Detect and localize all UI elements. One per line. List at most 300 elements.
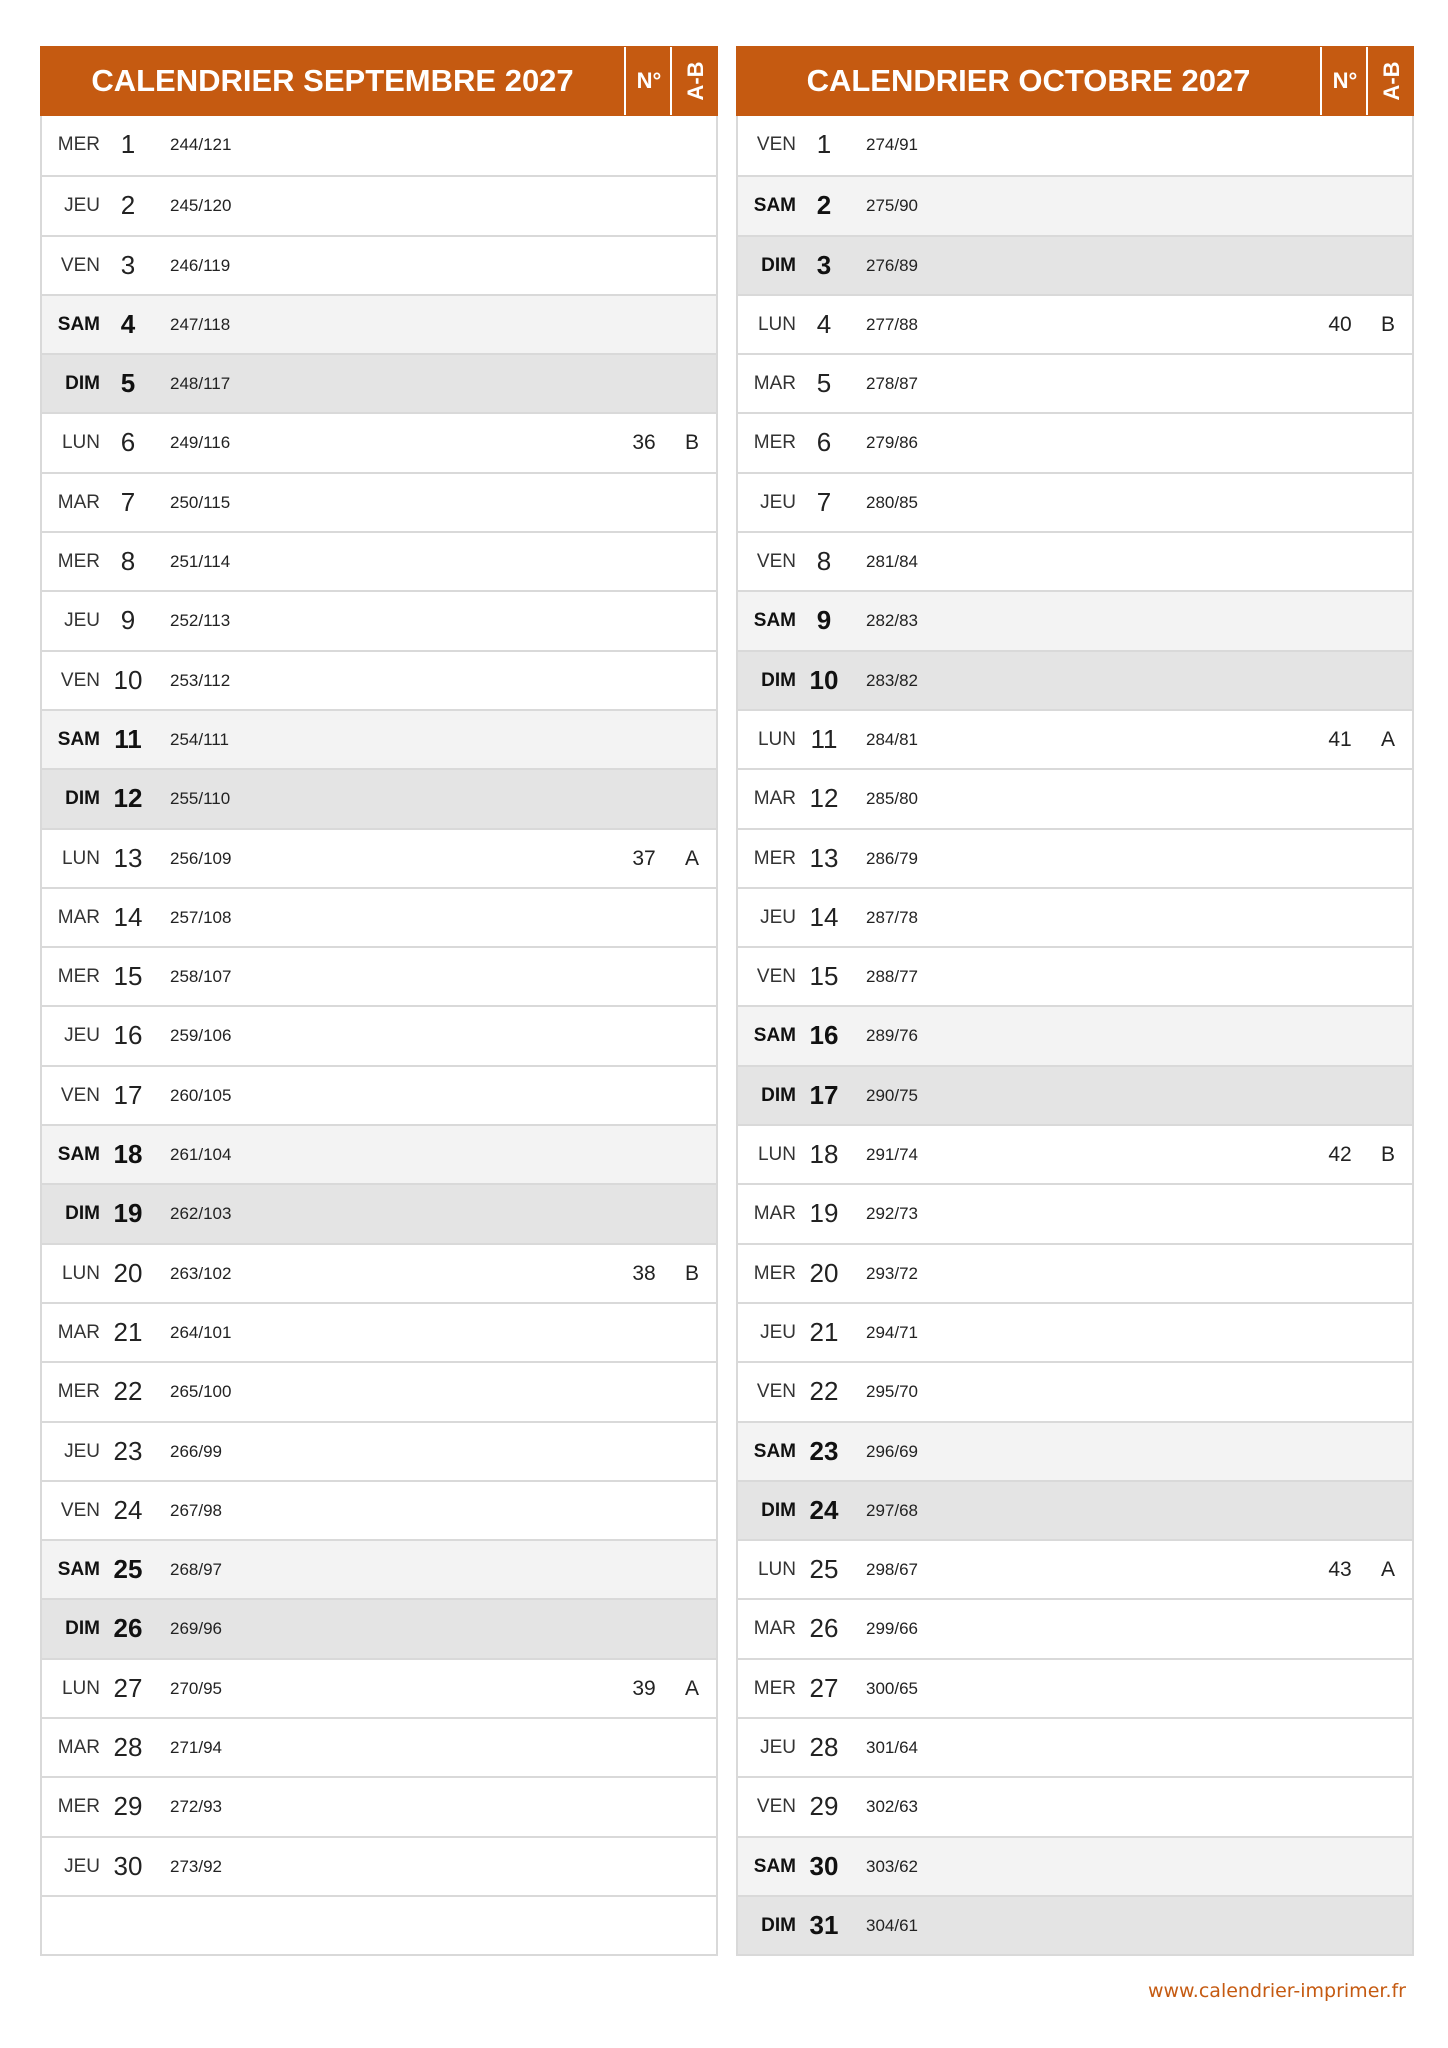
day-of-year: 257/108 — [170, 907, 232, 927]
day-number: 23 — [809, 1435, 839, 1466]
day-row — [738, 1361, 1412, 1420]
week-number — [1318, 533, 1362, 590]
day-of-year: 259/106 — [170, 1026, 232, 1046]
day-number: 5 — [816, 368, 832, 399]
day-of-week: JEU — [760, 1737, 796, 1759]
day-row — [738, 1065, 1412, 1124]
day-of-week: LUN — [61, 1262, 100, 1284]
week-number — [622, 1185, 666, 1242]
day-number: 21 — [113, 1316, 143, 1347]
day-of-week: MAR — [753, 1203, 796, 1225]
week-number: 43 — [1328, 1558, 1352, 1582]
week-ab — [668, 533, 716, 590]
day-row — [42, 235, 716, 294]
day-row — [738, 294, 1412, 353]
week-ab-column-header — [1366, 47, 1415, 115]
day-of-year: 283/82 — [866, 670, 918, 690]
day-of-year: 250/115 — [170, 492, 231, 512]
week-number — [1318, 177, 1362, 234]
day-number: 7 — [120, 486, 136, 517]
day-of-week: VEN — [756, 134, 796, 155]
day-of-week: DIM — [761, 254, 796, 276]
day-of-week: LUN — [757, 313, 796, 335]
day-of-week: MER — [57, 551, 100, 573]
day-row — [42, 709, 716, 768]
week-number — [622, 1719, 666, 1776]
week-ab — [1364, 177, 1412, 234]
day-number: 6 — [816, 427, 832, 458]
week-number — [1318, 1838, 1362, 1895]
day-number: 12 — [809, 783, 839, 814]
week-ab — [668, 948, 716, 1005]
day-of-year: 294/71 — [866, 1322, 918, 1342]
day-of-year: 281/84 — [866, 552, 918, 572]
week-ab — [668, 1778, 716, 1835]
day-of-week: MER — [57, 1381, 100, 1403]
week-ab — [668, 1600, 716, 1657]
day-of-year: 278/87 — [866, 374, 918, 394]
day-row — [738, 531, 1412, 590]
week-number — [622, 1600, 666, 1657]
day-of-year: 304/61 — [866, 1915, 918, 1935]
day-number: 25 — [113, 1554, 143, 1585]
week-number: 42 — [1328, 1143, 1352, 1167]
day-of-week: DIM — [65, 1203, 100, 1225]
day-row — [738, 1005, 1412, 1064]
month-title: CALENDRIER SEPTEMBRE 2027 — [91, 63, 574, 98]
day-row — [42, 828, 716, 887]
week-ab — [668, 770, 716, 827]
day-of-year: 298/67 — [866, 1560, 918, 1580]
week-ab — [1364, 1423, 1412, 1480]
week-number — [622, 533, 666, 590]
day-of-year: 253/112 — [170, 670, 231, 690]
week-number — [1318, 1185, 1362, 1242]
day-row — [738, 1717, 1412, 1776]
day-number: 25 — [809, 1554, 839, 1585]
day-number: 19 — [809, 1198, 839, 1229]
day-of-year: 275/90 — [866, 196, 918, 216]
week-ab — [668, 592, 716, 649]
day-of-year: 246/119 — [170, 255, 231, 275]
day-of-year: 256/109 — [170, 848, 232, 868]
week-ab: A — [1380, 1558, 1395, 1582]
week-ab: B — [1380, 1143, 1395, 1167]
week-ab — [1364, 237, 1412, 294]
day-row — [42, 1776, 716, 1835]
day-row — [42, 650, 716, 709]
week-ab — [1364, 889, 1412, 946]
week-number — [622, 592, 666, 649]
week-ab — [1364, 1067, 1412, 1124]
day-of-week: MAR — [57, 906, 100, 928]
week-ab — [1364, 1778, 1412, 1835]
week-ab — [1364, 533, 1412, 590]
week-ab — [1364, 1304, 1412, 1361]
day-number: 29 — [809, 1791, 839, 1822]
day-number: 12 — [113, 783, 143, 814]
week-number — [1318, 237, 1362, 294]
week-number — [622, 1363, 666, 1420]
week-number — [622, 1778, 666, 1835]
month-table-september — [40, 46, 718, 1956]
day-of-year: 274/91 — [866, 135, 918, 154]
day-of-year: 280/85 — [866, 492, 918, 512]
day-of-week: VEN — [60, 254, 100, 276]
week-ab — [1364, 592, 1412, 649]
day-number: 27 — [809, 1672, 839, 1703]
day-number: 11 — [114, 723, 142, 754]
week-number — [1318, 1660, 1362, 1717]
day-of-year: 272/93 — [170, 1797, 222, 1817]
week-number — [622, 1838, 666, 1895]
day-of-week — [42, 1897, 100, 1954]
day-row — [738, 1895, 1412, 1954]
week-number — [1318, 1778, 1362, 1835]
day-row — [42, 946, 716, 1005]
day-of-week: DIM — [761, 669, 796, 691]
week-ab — [668, 1007, 716, 1064]
day-of-week: SAM — [57, 313, 100, 335]
week-number — [1318, 116, 1362, 173]
day-of-year: 255/110 — [170, 789, 231, 809]
day-of-year: 262/103 — [170, 1204, 232, 1224]
week-number — [1318, 1363, 1362, 1420]
day-row — [42, 1658, 716, 1717]
day-row — [738, 1183, 1412, 1242]
footer-website-link[interactable]: www.calendrier-imprimer.fr — [1147, 1980, 1406, 2002]
day-of-year: 244/121 — [170, 135, 232, 154]
week-ab — [1364, 1363, 1412, 1420]
week-number — [622, 1007, 666, 1064]
day-row — [42, 294, 716, 353]
day-of-week: MAR — [57, 491, 100, 513]
day-row — [42, 1124, 716, 1183]
week-number — [622, 889, 666, 946]
day-row — [42, 1005, 716, 1064]
week-number — [622, 1541, 666, 1598]
day-of-year: 302/63 — [866, 1797, 918, 1817]
day-of-year: 303/62 — [866, 1856, 918, 1876]
week-ab: A — [684, 846, 699, 870]
week-number — [1318, 889, 1362, 946]
day-row — [738, 590, 1412, 649]
day-of-year: 264/101 — [170, 1322, 232, 1342]
day-of-year: 252/113 — [170, 611, 231, 631]
week-number-column-header: N° — [1320, 47, 1368, 115]
day-row — [42, 472, 716, 531]
week-number — [1318, 1897, 1362, 1954]
week-ab — [1364, 355, 1412, 412]
day-of-week: VEN — [756, 1381, 796, 1403]
day-number: 5 — [120, 368, 136, 399]
week-number — [622, 1482, 666, 1539]
day-number: 11 — [810, 723, 838, 754]
month-table-october — [736, 46, 1414, 1956]
week-number — [1318, 1423, 1362, 1480]
week-ab — [1364, 1185, 1412, 1242]
week-ab: A — [1380, 727, 1395, 751]
day-row — [42, 768, 716, 827]
week-ab: B — [684, 431, 699, 455]
day-of-week: SAM — [753, 1855, 796, 1877]
day-number: 20 — [809, 1257, 839, 1288]
week-ab — [1364, 1660, 1412, 1717]
day-of-year: 268/97 — [170, 1560, 222, 1580]
day-of-year: 293/72 — [866, 1263, 918, 1283]
week-number — [622, 237, 666, 294]
day-number: 9 — [120, 605, 136, 636]
week-ab — [668, 1482, 716, 1539]
day-number: 28 — [113, 1732, 143, 1763]
day-number: 26 — [809, 1613, 839, 1644]
day-row — [42, 1598, 716, 1657]
day-of-week: VEN — [756, 1796, 796, 1818]
week-number — [1318, 414, 1362, 471]
day-number: 19 — [113, 1198, 143, 1229]
day-of-year: 249/116 — [170, 433, 231, 453]
day-of-week: SAM — [57, 1559, 100, 1581]
week-ab — [668, 652, 716, 709]
week-number: 39 — [632, 1676, 656, 1700]
day-row — [42, 1895, 716, 1954]
day-number: 21 — [809, 1316, 839, 1347]
day-of-week: MER — [57, 1796, 100, 1818]
day-number: 3 — [816, 249, 832, 280]
day-of-week: MER — [753, 1677, 796, 1699]
day-of-week: JEU — [64, 1855, 100, 1877]
week-ab — [668, 355, 716, 412]
day-of-week: LUN — [61, 847, 100, 869]
day-of-week: SAM — [753, 1025, 796, 1047]
day-row — [738, 946, 1412, 1005]
day-number: 18 — [809, 1139, 839, 1170]
day-row — [42, 1243, 716, 1302]
day-row — [42, 1302, 716, 1361]
week-ab: B — [684, 1261, 699, 1285]
week-ab-label: A-B — [682, 61, 708, 101]
day-of-year: 301/64 — [866, 1738, 918, 1758]
week-ab — [668, 1423, 716, 1480]
day-of-year: 290/75 — [866, 1085, 918, 1105]
day-of-week: SAM — [753, 610, 796, 632]
week-number — [622, 355, 666, 412]
week-number — [1318, 1007, 1362, 1064]
day-of-week: SAM — [57, 1144, 100, 1166]
day-of-week: MER — [753, 847, 796, 869]
day-row — [42, 531, 716, 590]
day-row — [738, 1836, 1412, 1895]
week-number — [622, 1897, 666, 1954]
week-ab — [668, 1719, 716, 1776]
day-number: 13 — [113, 842, 143, 873]
day-row — [738, 1539, 1412, 1598]
week-number — [622, 770, 666, 827]
week-ab — [1364, 1719, 1412, 1776]
day-number: 16 — [113, 1020, 143, 1051]
day-of-week: SAM — [57, 728, 100, 750]
day-of-week: MAR — [57, 1737, 100, 1759]
week-ab — [668, 1126, 716, 1183]
week-number — [1318, 474, 1362, 531]
day-number: 6 — [120, 427, 136, 458]
day-row — [42, 1065, 716, 1124]
day-row — [42, 1183, 716, 1242]
week-ab: B — [1380, 312, 1395, 336]
week-ab — [1364, 652, 1412, 709]
day-number: 17 — [113, 1079, 143, 1110]
day-number: 27 — [113, 1672, 143, 1703]
day-row — [42, 1421, 716, 1480]
week-number — [1318, 948, 1362, 1005]
day-row — [42, 116, 716, 175]
day-row — [738, 353, 1412, 412]
day-of-week: MER — [753, 432, 796, 454]
week-number — [1318, 592, 1362, 649]
day-of-week: LUN — [757, 728, 796, 750]
week-ab — [1364, 1007, 1412, 1064]
day-number: 7 — [816, 486, 832, 517]
day-number: 22 — [113, 1376, 143, 1407]
day-of-year: 300/65 — [866, 1678, 918, 1698]
day-row — [42, 412, 716, 471]
week-ab — [668, 889, 716, 946]
day-number: 3 — [120, 249, 136, 280]
day-of-year: 245/120 — [170, 196, 232, 216]
day-row — [738, 116, 1412, 175]
month-title: CALENDRIER OCTOBRE 2027 — [806, 63, 1251, 98]
day-number: 2 — [816, 190, 832, 221]
day-rows — [736, 116, 1414, 1956]
day-of-year: 269/96 — [170, 1619, 222, 1639]
week-number — [622, 711, 666, 768]
day-number: 1 — [816, 129, 832, 159]
day-of-year: 289/76 — [866, 1026, 918, 1046]
day-of-week: VEN — [60, 669, 100, 691]
week-number-column-header: N° — [624, 47, 672, 115]
week-number: 37 — [632, 846, 656, 870]
week-ab-label: A-B — [1378, 61, 1404, 101]
day-row — [738, 1658, 1412, 1717]
day-row — [42, 1480, 716, 1539]
week-ab — [1364, 948, 1412, 1005]
day-of-year: 285/80 — [866, 789, 918, 809]
day-of-week: JEU — [760, 1321, 796, 1343]
week-number — [622, 652, 666, 709]
day-of-week: VEN — [60, 1084, 100, 1106]
day-number: 4 — [120, 308, 136, 339]
week-ab-column-header — [670, 47, 719, 115]
day-number — [104, 1897, 152, 1954]
day-of-week: JEU — [760, 906, 796, 928]
day-of-year: 265/100 — [170, 1382, 232, 1402]
week-number — [1318, 770, 1362, 827]
day-row — [738, 1243, 1412, 1302]
day-number: 23 — [113, 1435, 143, 1466]
week-ab — [668, 1304, 716, 1361]
day-row — [738, 472, 1412, 531]
day-row — [42, 1361, 716, 1420]
day-row — [738, 709, 1412, 768]
week-ab — [668, 711, 716, 768]
day-of-week: LUN — [61, 432, 100, 454]
day-of-week: VEN — [60, 1499, 100, 1521]
week-number — [1318, 830, 1362, 887]
day-of-week: JEU — [64, 1440, 100, 1462]
day-of-year: 270/95 — [170, 1678, 222, 1698]
week-number — [622, 1423, 666, 1480]
week-number — [622, 177, 666, 234]
week-ab — [1364, 1482, 1412, 1539]
day-number: 15 — [113, 961, 143, 992]
week-ab — [1364, 474, 1412, 531]
day-of-year: 261/104 — [170, 1145, 232, 1165]
day-number: 22 — [809, 1376, 839, 1407]
day-of-week: DIM — [761, 1499, 796, 1521]
week-number: 40 — [1328, 312, 1352, 336]
day-number: 8 — [816, 546, 832, 577]
day-number: 29 — [113, 1791, 143, 1822]
week-ab — [1364, 1245, 1412, 1302]
day-number: 14 — [809, 901, 839, 932]
day-of-year: 299/66 — [866, 1619, 918, 1639]
day-of-week: VEN — [756, 966, 796, 988]
month-header — [736, 46, 1414, 116]
week-number — [622, 1126, 666, 1183]
day-of-year: 267/98 — [170, 1500, 222, 1520]
week-number — [622, 474, 666, 531]
day-number: 20 — [113, 1257, 143, 1288]
day-of-week: MER — [57, 134, 100, 155]
day-of-year: 291/74 — [866, 1145, 918, 1165]
day-of-week: LUN — [61, 1677, 100, 1699]
day-of-year: 254/111 — [170, 729, 229, 749]
day-of-year: 296/69 — [866, 1441, 918, 1461]
week-number — [622, 116, 666, 173]
day-row — [42, 353, 716, 412]
week-ab — [1364, 116, 1412, 173]
day-of-year: 258/107 — [170, 967, 232, 987]
day-of-year: 279/86 — [866, 433, 918, 453]
day-number: 24 — [809, 1494, 839, 1525]
week-ab — [1364, 1600, 1412, 1657]
week-number: 38 — [632, 1261, 656, 1285]
week-number — [622, 1304, 666, 1361]
day-of-year: 251/114 — [170, 552, 231, 572]
week-ab — [668, 116, 716, 173]
day-of-week: JEU — [64, 1025, 100, 1047]
day-of-year: 292/73 — [866, 1204, 918, 1224]
week-ab — [1364, 1838, 1412, 1895]
month-header — [40, 46, 718, 116]
week-number — [1318, 1067, 1362, 1124]
day-number: 4 — [816, 308, 832, 339]
day-of-week: JEU — [64, 195, 100, 217]
day-of-year: 295/70 — [866, 1382, 918, 1402]
day-row — [42, 1836, 716, 1895]
day-number: 17 — [809, 1079, 839, 1110]
day-number: 2 — [120, 190, 136, 221]
week-number — [622, 296, 666, 353]
week-number — [1318, 355, 1362, 412]
week-ab — [1364, 770, 1412, 827]
day-number: 18 — [113, 1139, 143, 1170]
week-ab — [668, 1897, 716, 1954]
day-of-week: JEU — [760, 491, 796, 513]
day-number: 14 — [113, 901, 143, 932]
week-number — [622, 1067, 666, 1124]
week-ab — [1364, 1897, 1412, 1954]
